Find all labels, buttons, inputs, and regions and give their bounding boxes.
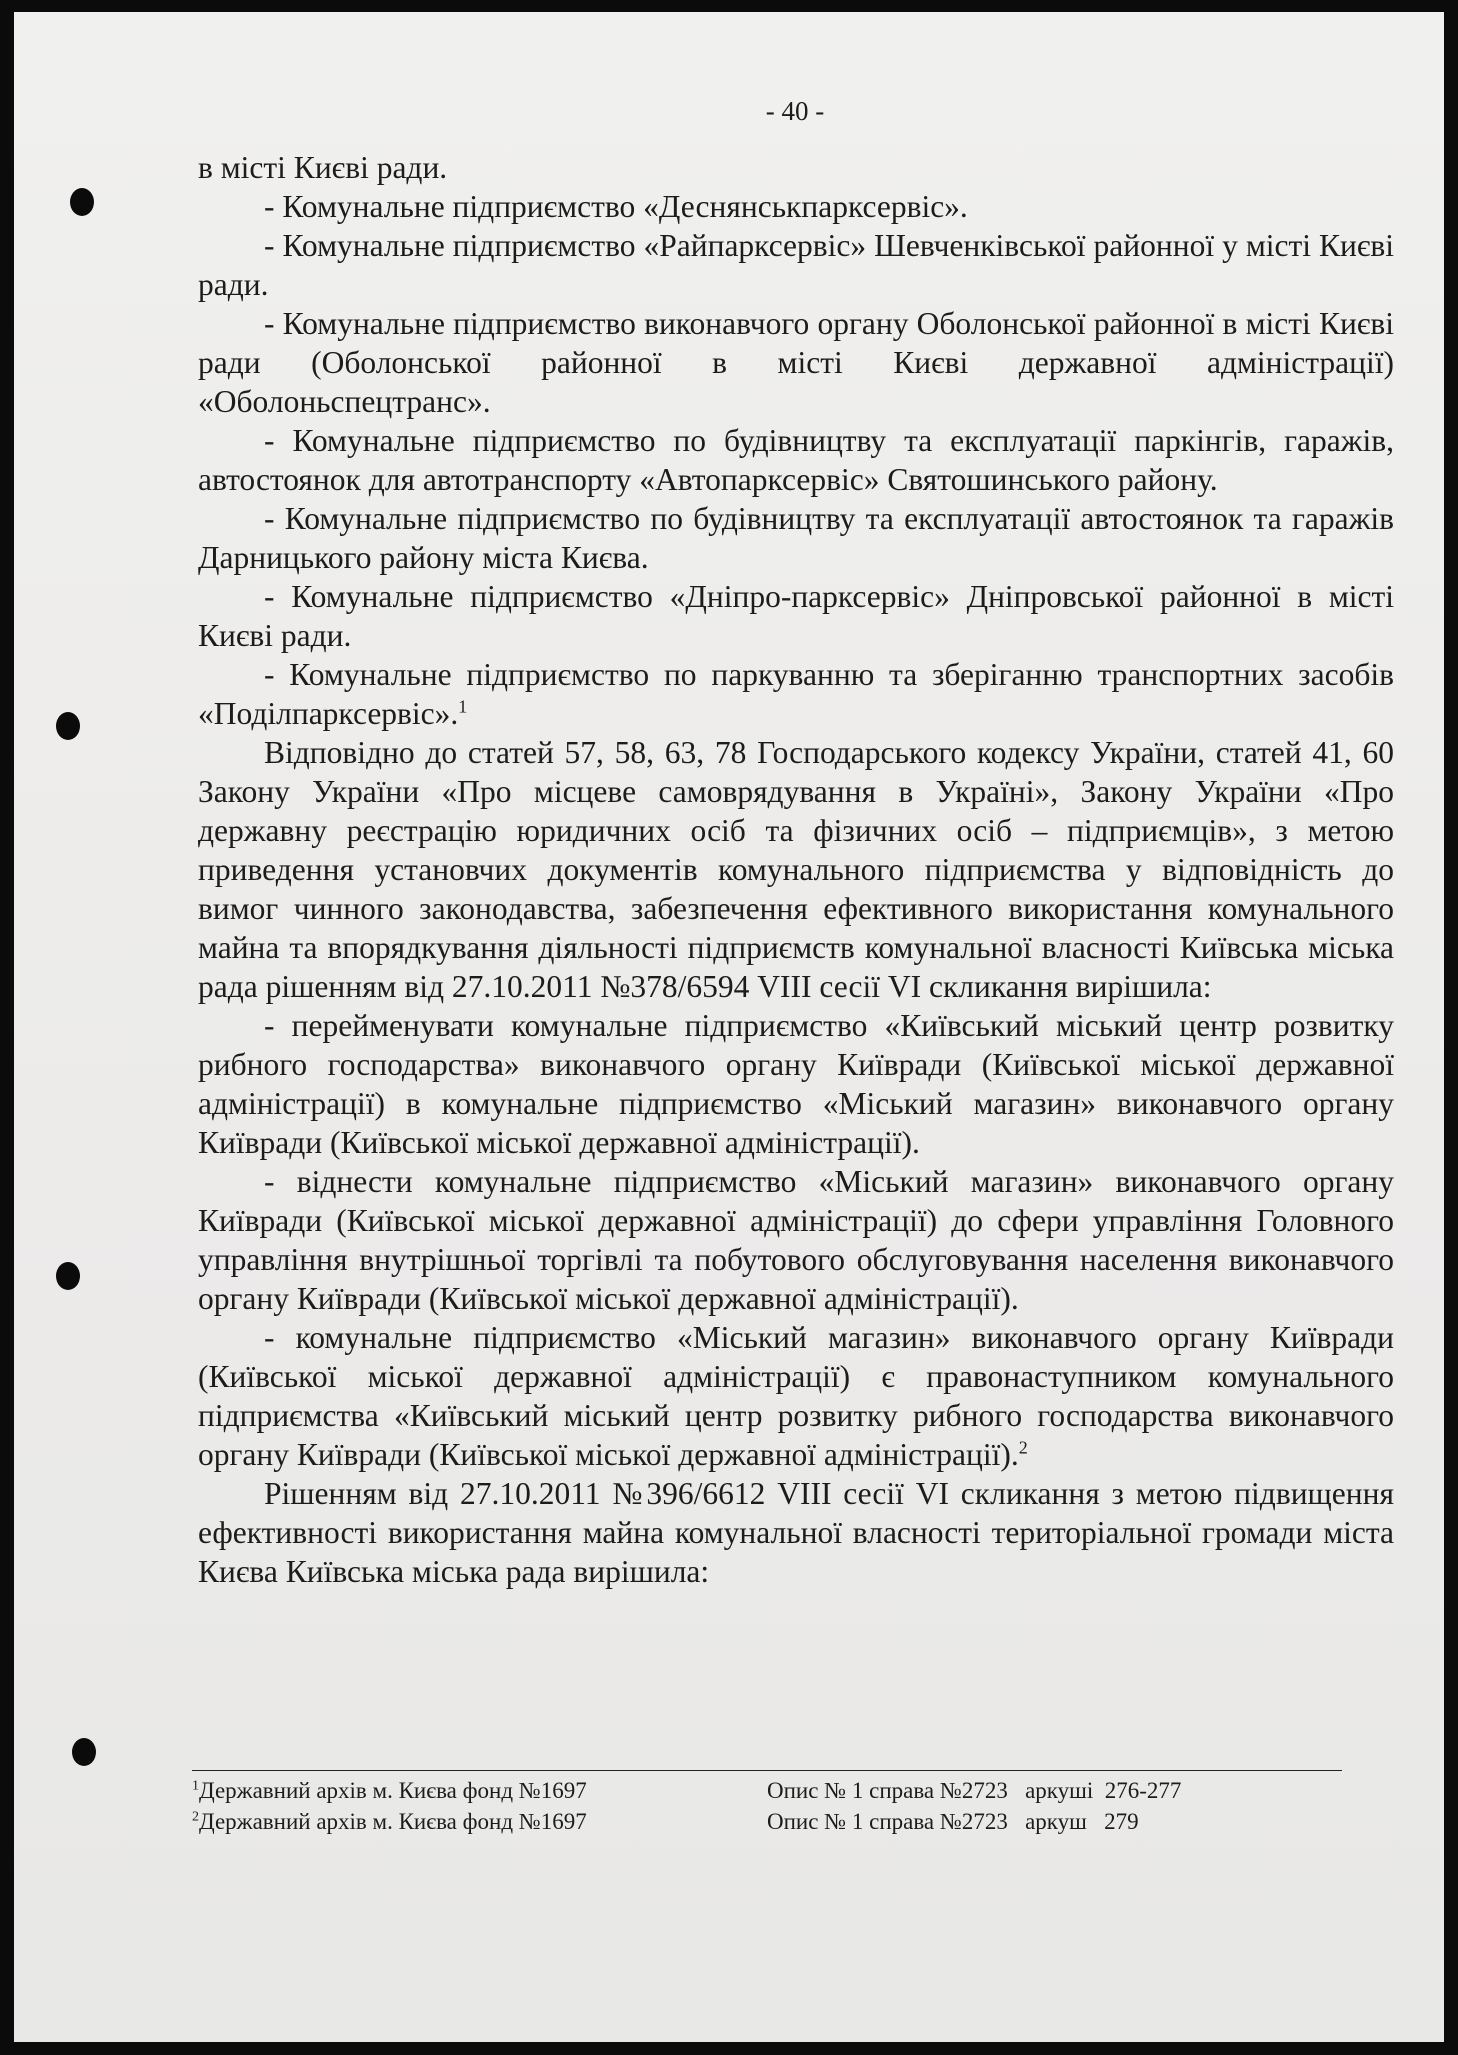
punch-hole	[72, 1738, 96, 1766]
paragraph	[198, 1318, 1394, 1474]
footnote-source	[192, 1806, 767, 1837]
paragraph-text: - Комунальне підприємство «Деснянськпарксервіс».	[264, 189, 968, 224]
punch-hole	[70, 188, 94, 216]
body-text	[198, 148, 1394, 1591]
paragraph-text: в місті Києві ради.	[198, 150, 448, 185]
page-number: - 40 -	[765, 96, 825, 126]
paragraph-text: - Комунальне підприємство «Райпарксервіс» Шевченківської районної у місті Києві ради.	[198, 228, 1394, 302]
footnote-marker: 1	[192, 1778, 199, 1794]
paragraph	[198, 148, 1394, 187]
footnote-reference: Опис № 1 справа №2723 аркуші 276-277	[767, 1778, 1182, 1803]
punch-hole	[56, 1262, 80, 1290]
paragraph-text: - Комунальне підприємство виконавчого органу Оболонської районної в місті Києві ради (Оболонської районної в місті Києві державної адміністрації) «Оболоньспецтранс».	[198, 306, 1394, 419]
paragraph-text: - комунальне підприємство «Міський магазин» виконавчого органу Київради (Київської міської державної адміністрації) є правонаступником комунального підприємства «Київський міський центр розвитку рибного господарства виконавчого органу Київради (Київської міської державної адміністрації).	[198, 1320, 1394, 1472]
paragraph	[198, 499, 1394, 577]
paragraph-text: - Комунальне підприємство по будівництву та експлуатації автостоянок та гаражів Дарницького району міста Києва.	[198, 501, 1394, 575]
paragraph-text: - Комунальне підприємство по будівництву та експлуатації паркінгів, гаражів, автостоянок для автотранспорту «Автопарксервіс» Святошинського району.	[198, 423, 1394, 497]
paragraph	[198, 226, 1394, 304]
paragraph-text: Рішенням від 27.10.2011 №396/6612 VIII сесії VI скликання з метою підвищення ефективності використання майна комунальної власності територіальної громади міста Києва Київська міська рада вирішила:	[198, 1476, 1394, 1589]
paragraph	[198, 421, 1394, 499]
footnote-marker: 2	[192, 1809, 199, 1825]
paragraph-text: - перейменувати комунальне підприємство «Київський міський центр розвитку рибного господарства» виконавчого органу Київради (Київської міської державної адміністрації) в комунальне підприємство «Міський магазин» виконавчого органу Київради (Київської міської державної адміністрації).	[198, 1008, 1394, 1160]
footnote-ref: 2	[1018, 1437, 1028, 1458]
footnotes	[192, 1770, 1342, 1837]
paragraph-text: - Комунальне підприємство по паркуванню та зберіганню транспортних засобів «Поділпарксервіс».	[198, 657, 1394, 731]
paragraph-text: - віднести комунальне підприємство «Міський магазин» виконавчого органу Київради (Київської міської державної адміністрації) до сфери управління Головного управління внутрішньої торгівлі та побутового обслуговування населення виконавчого органу Київради (Київської міської державної адміністрації).	[198, 1164, 1394, 1316]
punch-hole	[56, 712, 80, 740]
paragraph	[198, 655, 1394, 733]
paragraph	[198, 304, 1394, 421]
footnote-archive: Державний архів м. Києва фонд №1697	[199, 1778, 587, 1803]
footnote-source	[192, 1775, 767, 1806]
paragraph	[198, 1474, 1394, 1591]
paragraph	[198, 187, 1394, 226]
footnote	[192, 1775, 1342, 1806]
footnote	[192, 1806, 1342, 1837]
paragraph	[198, 1006, 1394, 1162]
paragraph	[198, 1162, 1394, 1318]
footnote-ref: 1	[458, 696, 468, 717]
paragraph	[198, 577, 1394, 655]
footnote-reference: Опис № 1 справа №2723 аркуш 279	[767, 1809, 1139, 1834]
paragraph	[198, 733, 1394, 1006]
paragraph-text: - Комунальне підприємство «Дніпро-парксервіс» Дніпровської районної в місті Києві ради.	[198, 579, 1394, 653]
paragraph-text: Відповідно до статей 57, 58, 63, 78 Господарського кодексу України, статей 41, 60 Закону України «Про місцеве самоврядування в Україні», Закону України «Про державну реєстрацію юридичних осіб та фізичних осіб – підприємців», з метою приведення установчих документів комунального підприємства у відповідність до вимог чинного законодавства, забезпечення ефективного використання комунального майна та впорядкування діяльності підприємств комунальної власності Київська міська рада рішенням від 27.10.2011 №378/6594 VIII сесії VI скликання вирішила:	[198, 735, 1394, 1004]
footnote-archive: Державний архів м. Києва фонд №1697	[199, 1809, 587, 1834]
